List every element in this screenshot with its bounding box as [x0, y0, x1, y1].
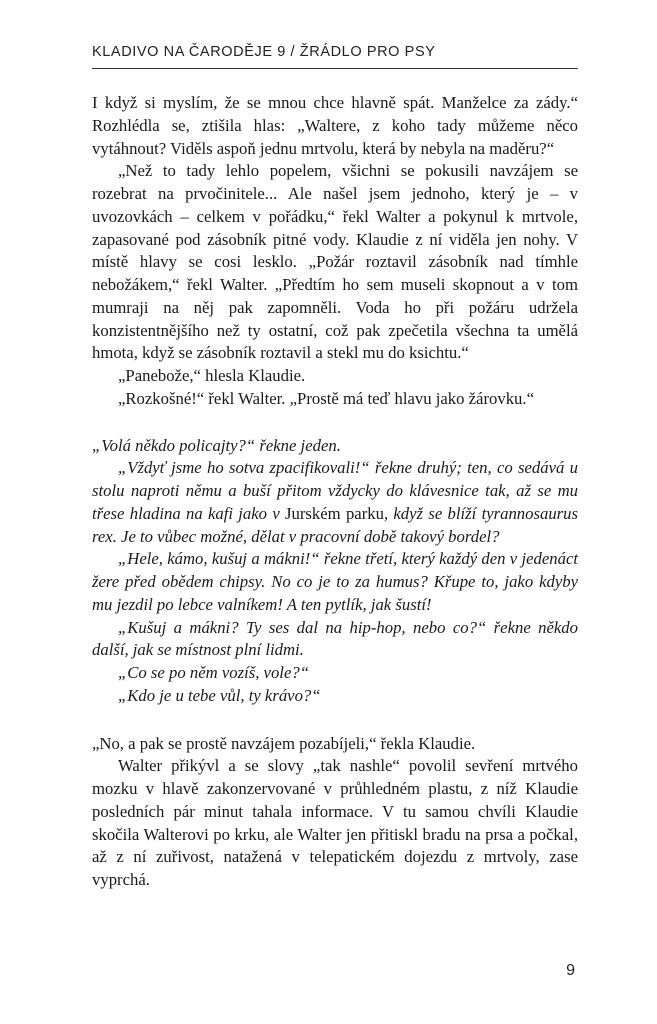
text-run: „Vždyť jsme ho sotva zpacifikovali!“ řekne druhý; ten, co sedává u stolu naproti němu a buší přitom vždycky do klávesnice tak, až se mu třese hladina na kafi jako v — [92, 458, 578, 523]
italic-paragraph — [92, 457, 578, 548]
section-break — [92, 708, 578, 733]
italic-paragraph: „Volá někdo policajty?“ řekne jeden. — [92, 435, 341, 455]
italic-paragraph: „Co se po něm vozíš, vole?“ — [118, 663, 309, 682]
page-number: 9 — [566, 962, 575, 979]
paragraph: Walter přikývl a se slovy „tak nashle“ povolil sevření mrtvého mozku v hlavě zakonzervované v průhledném plastu, z níž Klaudie posledních pár minut tahala informace. V tu samou chvíli Klaudie skočila Walterovi po krku, ale Walter jen přitiskl bradu na prsa a počkal, až z ní zuřivost, natažená v telepatickém dojezdu z mrtvoly, zase vyprchá. — [92, 756, 578, 889]
italic-paragraph: „Kušuj a mákni? Ty ses dal na hip-hop, nebo co?“ řekne někdo další, jak se místnost plní lidmi. — [92, 617, 578, 660]
paragraph: „Rozkošné!“ řekl Walter. „Prostě má teď hlavu jako žárovku.“ — [118, 388, 534, 408]
running-header: KLADIVO NA ČARODĚJE 9 / ŽRÁDLO PRO PSY — [92, 44, 436, 60]
header-rule — [92, 68, 578, 69]
italic-paragraph: „Hele, kámo, kušuj a mákni!“ řekne třetí, který každý den v jedenáct žere před obědem chipsy. No co je to za humus? Křupe to, jako kdyby mu jezdil po lebce valníkem! A ten pytlík, jak šustí! — [92, 549, 578, 614]
paragraph: „No, a pak se prostě navzájem pozabíjeli,“ řekla Klaudie. — [92, 733, 476, 753]
page-body — [92, 92, 578, 892]
text-run: , když se blíží tyrannosaurus rex. Je to vůbec možné, dělat v pracovní době takový bordel? — [92, 503, 578, 546]
paragraph: I když si myslím, že se mnou chce hlavně spát. Manželce za zády.“ Rozhlédla se, ztišila hlas: „Waltere, z koho tady můžeme něco vytáhnout? Viděls aspoň jednu mrtvolu, která by nebyla na maděru?“ — [92, 93, 578, 158]
section-break — [92, 411, 578, 435]
paragraph: „Než to tady lehlo popelem, všichni se pokusili navzájem se rozebrat na prvočinitele... Ale našel jsem jednoho, který je – v uvozovkách – celkem v pořádku,“ řekl Walter a pokynul k mrtvole, zapasované pod zásobník pitné vody. Klaudie z ní viděla jen nohy. V místě hlavy se cosi lesklo. „Požár roztavil zásobník nad tímhle nebožákem,“ řekl Walter. „Předtím ho sem museli skopnout a v tom mumraji na něj pak zapomněli. Voda ho při požáru udržela konzistentnějšího než ty ostatní, což pak zpečetila všechna ta umělá hmota, když se zásobník roztavil a stekl mu do ksichtu.“ — [92, 161, 578, 363]
paragraph: „Panebože,“ hlesla Klaudie. — [118, 366, 306, 385]
italic-paragraph: „Kdo je u tebe vůl, ty krávo?“ — [118, 685, 321, 705]
upright-title: Jurském parku — [285, 503, 384, 523]
